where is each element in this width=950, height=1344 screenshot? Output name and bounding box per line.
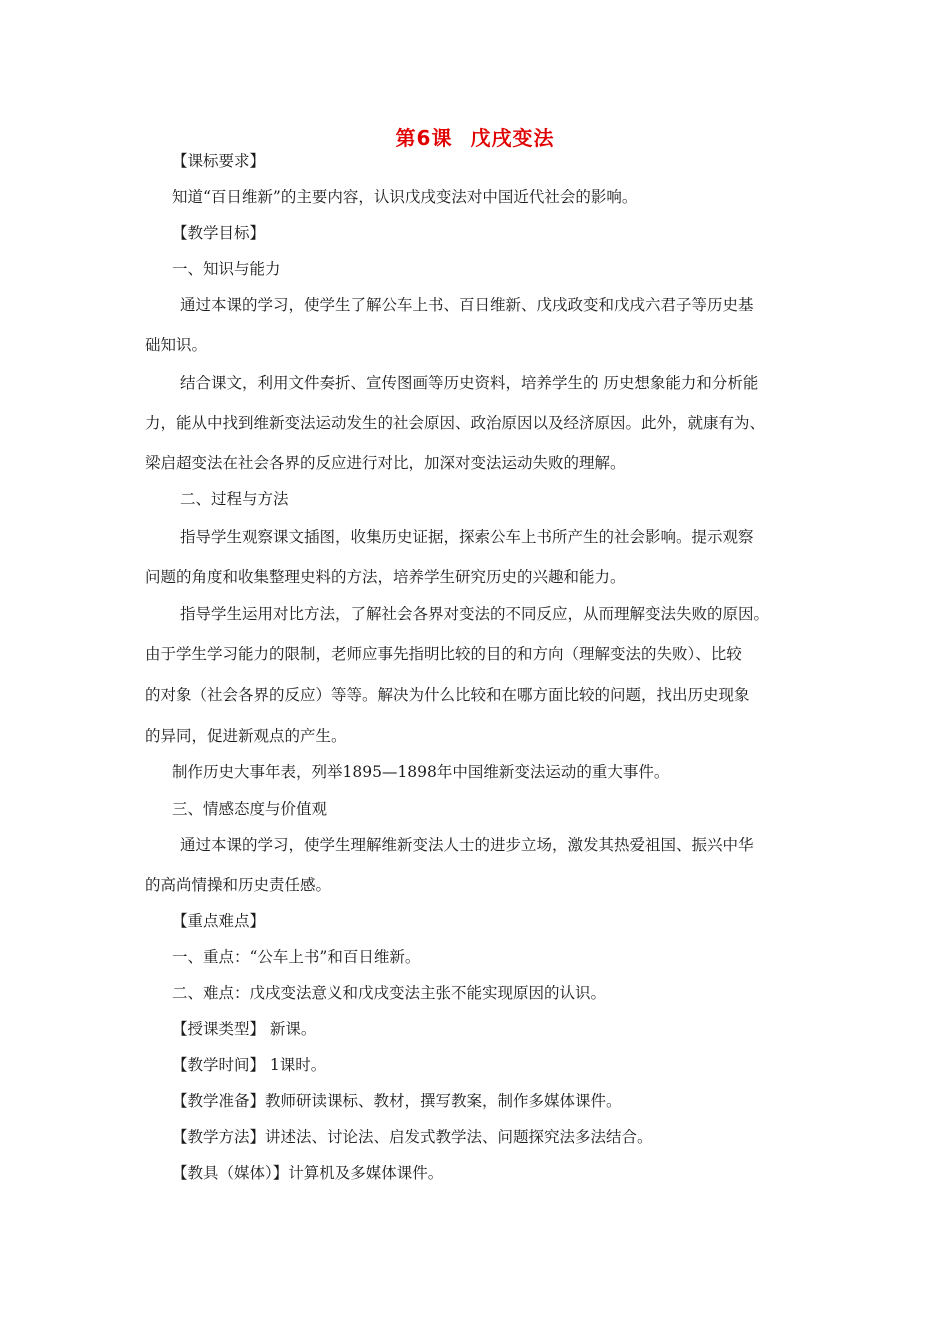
- paragraph-line: 指导学生观察课文插图，收集历史证据，探索公车上书所产生的社会影响。提示观察: [180, 528, 754, 546]
- paragraph-line: 力，能从中找到维新变法运动发生的社会原因、政治原因以及经济原因。此外，就康有为、: [145, 414, 766, 432]
- heading-curriculum-requirements: 【课标要求】: [172, 152, 266, 170]
- paragraph-line: 的对象（社会各界的反应）等等。解决为什么比较和在哪方面比较的问题，找出历史现象: [145, 686, 750, 704]
- paragraph-line: 通过本课的学习，使学生理解维新变法人士的进步立场，激发其热爱祖国、振兴中华: [180, 836, 754, 854]
- lesson-title: [0, 124, 950, 152]
- lesson-name: 戊戌变法: [470, 126, 555, 150]
- difficult-point: 二、难点：戊戌变法意义和戊戌变法主张不能实现原因的认识。: [172, 984, 607, 1002]
- paragraph-line: 问题的角度和收集整理史料的方法，培养学生研究历史的兴趣和能力。: [145, 568, 626, 586]
- paragraph-line: 由于学生学习能力的限制，老师应事先指明比较的目的和方向（理解变法的失败）、比较: [145, 645, 742, 663]
- paragraph-line: 结合课文，利用文件奏折、宣传图画等历史资料，培养学生的 历史想象能力和分析能: [180, 374, 759, 392]
- paragraph-line: 的高尚情操和历史责任感。: [145, 876, 332, 894]
- paragraph-line: 的异同，促进新观点的产生。: [145, 727, 347, 745]
- paragraph-curriculum-requirements: 知道“百日维新”的主要内容，认识戊戌变法对中国近代社会的影响。: [172, 188, 638, 206]
- paragraph-line: 指导学生运用对比方法，了解社会各界对变法的不同反应，从而理解变法失败的原因。: [180, 605, 770, 623]
- heading-key-difficult-points: 【重点难点】: [172, 912, 266, 930]
- subheading-knowledge-ability: 一、知识与能力: [172, 260, 281, 278]
- lesson-number: 第6课: [395, 126, 453, 150]
- teaching-time: 【教学时间】 1课时。: [172, 1056, 327, 1074]
- paragraph-line: 制作历史大事年表，列举1895—1898年中国维新变法运动的重大事件。: [172, 763, 670, 781]
- key-point: 一、重点：“公车上书”和百日维新。: [172, 948, 421, 966]
- paragraph-line: 梁启超变法在社会各界的反应进行对比，加深对变法运动失败的理解。: [145, 454, 626, 472]
- heading-teaching-objectives: 【教学目标】: [172, 224, 266, 242]
- teaching-methods: 【教学方法】讲述法、讨论法、启发式教学法、问题探究法多法结合。: [172, 1128, 653, 1146]
- paragraph-line: 通过本课的学习，使学生了解公车上书、百日维新、戊戌政变和戊戌六君子等历史基: [180, 296, 754, 314]
- paragraph-line: 础知识。: [145, 336, 208, 354]
- teaching-aids: 【教具（媒体）】计算机及多媒体课件。: [172, 1164, 444, 1182]
- subheading-process-method: 二、过程与方法: [180, 490, 289, 508]
- teaching-preparation: 【教学准备】教师研读课标、教材，撰写教案，制作多媒体课件。: [172, 1092, 622, 1110]
- lesson-type: 【授课类型】 新课。: [172, 1020, 317, 1038]
- subheading-emotion-values: 三、情感态度与价值观: [172, 800, 328, 818]
